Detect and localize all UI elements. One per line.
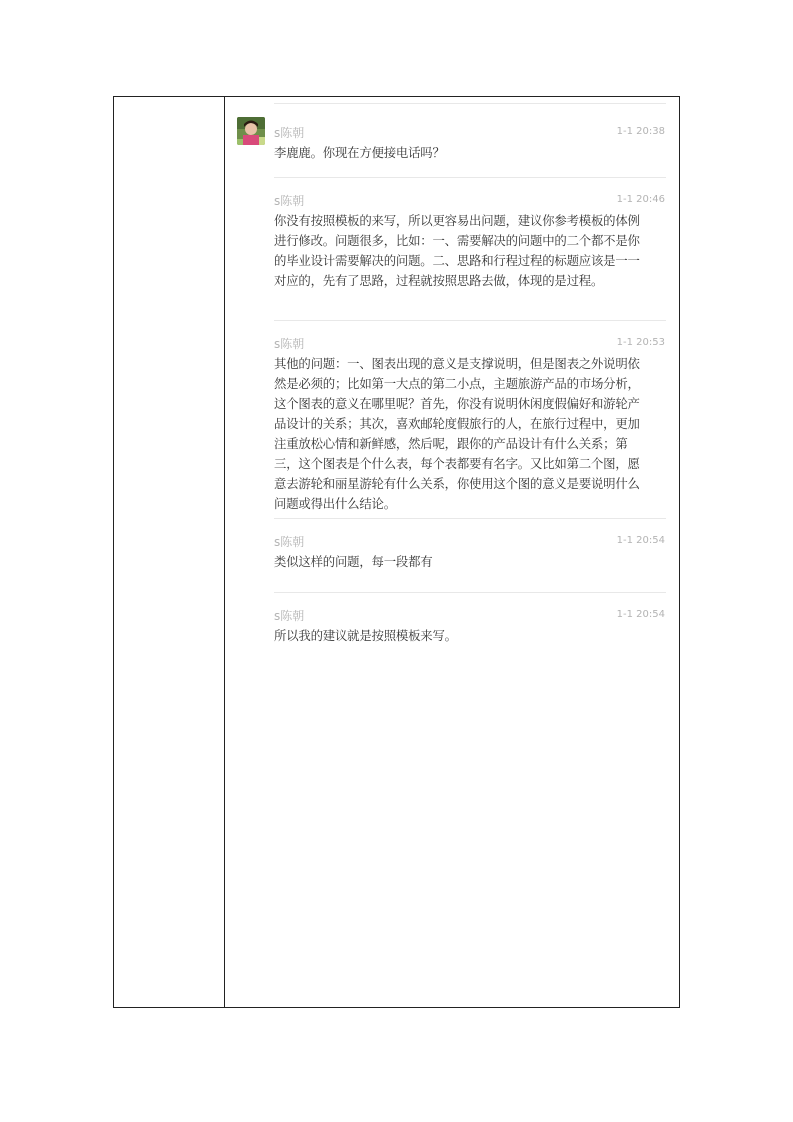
message-divider bbox=[274, 518, 666, 519]
message-text: 类似这样的问题，每一段都有 bbox=[274, 554, 433, 569]
message-sender: s陈朝 bbox=[274, 194, 305, 208]
document-table-frame bbox=[113, 96, 680, 1008]
message-text: 李鹿鹿。你现在方便接电话吗？ bbox=[274, 145, 445, 160]
message-divider bbox=[274, 592, 666, 593]
message-sender: s陈朝 bbox=[274, 337, 305, 351]
message-divider bbox=[274, 103, 666, 104]
message-divider bbox=[274, 320, 666, 321]
message-text: 所以我的建议就是按照模板来写。 bbox=[274, 628, 457, 643]
sender-avatar bbox=[237, 117, 265, 145]
message-divider bbox=[274, 177, 666, 178]
message-text: 其他的问题：一、图表出现的意义是支撑说明，但是图表之外说明依然是必须的；比如第一大点的第二小点，主题旅游产品的市场分析，这个图表的意义在哪里呢？首先，你没有说明休闲度假偏好和游轮产品设计的关系；其次，喜欢邮轮度假旅行的人，在旅行过程中，更加注重放松心情和新鲜感，然后呢，跟你的产品设计有什么关系；第三，这个图表是个什么表，每个表都要有名字。又比如第二个图，愿意去游轮和丽星游轮有什么关系，你使用这个图的意义是要说明什么问题或得出什么结论。 bbox=[274, 356, 640, 511]
message-time: 1-1 20:53 bbox=[616, 337, 665, 348]
message-time: 1-1 20:46 bbox=[616, 194, 665, 205]
message-time: 1-1 20:54 bbox=[616, 535, 665, 546]
message-time: 1-1 20:38 bbox=[616, 126, 665, 137]
message-sender: s陈朝 bbox=[274, 535, 305, 549]
left-table-column bbox=[114, 97, 225, 1007]
message-sender: s陈朝 bbox=[274, 609, 305, 623]
chat-log bbox=[225, 97, 679, 1007]
message-text: 你没有按照模板的来写，所以更容易出问题，建议你参考模板的体例进行修改。问题很多，比如：一、需要解决的问题中的二个都不是你的毕业设计需要解决的问题。二、思路和行程过程的标题应该是一一对应的，先有了思路，过程就按照思路去做，体现的是过程。 bbox=[274, 213, 640, 288]
message-sender: s陈朝 bbox=[274, 126, 305, 140]
avatar-photo-icon bbox=[237, 117, 265, 145]
message-time: 1-1 20:54 bbox=[616, 609, 665, 620]
